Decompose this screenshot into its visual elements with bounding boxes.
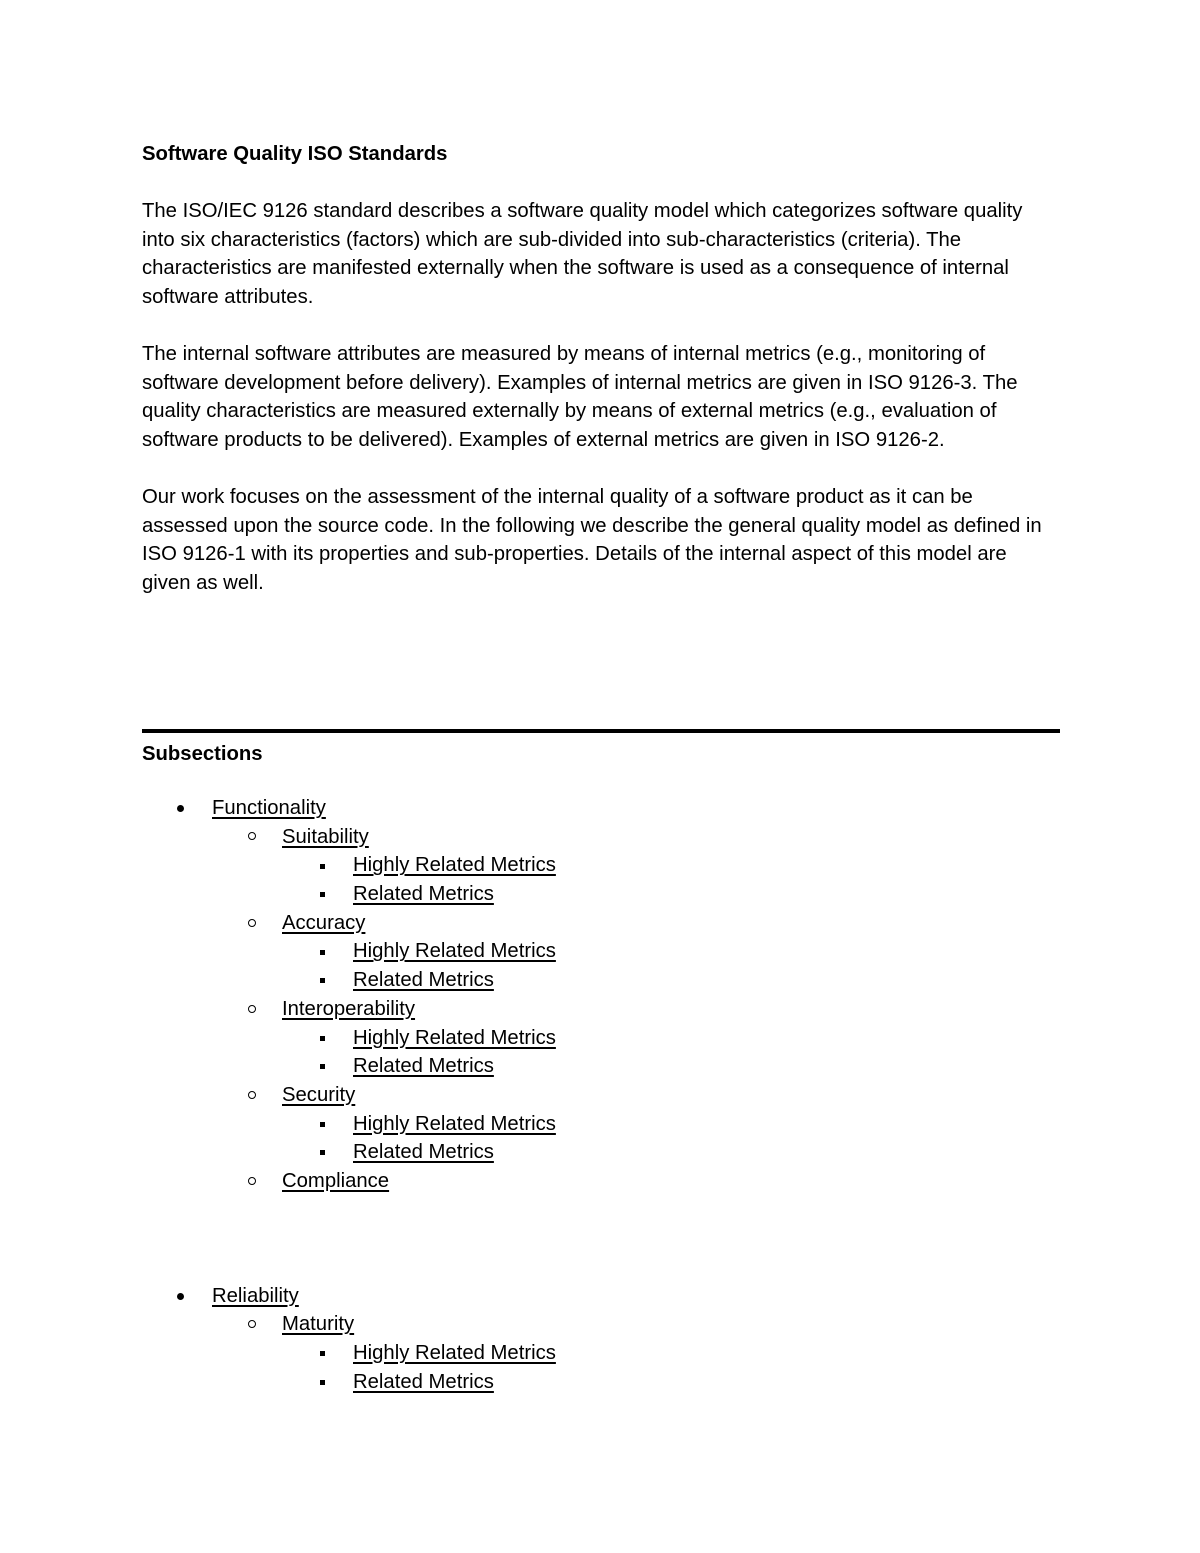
list-item-maturity-related xyxy=(142,1368,1042,1397)
square-bullet-icon xyxy=(312,851,332,880)
list-item-suitability-highly-related xyxy=(142,851,1042,880)
list-item-functionality xyxy=(142,794,1042,823)
suitability-link[interactable]: Suitability xyxy=(282,825,369,848)
list-item-security-related xyxy=(142,1138,1042,1167)
circle-bullet-icon xyxy=(242,1167,262,1196)
list-spacer xyxy=(142,1196,1042,1282)
list-item-interoperability-highly-related xyxy=(142,1024,1042,1053)
interoperability-related-metrics-link[interactable]: Related Metrics xyxy=(353,1055,494,1078)
square-bullet-icon xyxy=(312,1110,332,1139)
list-item-maturity-highly-related xyxy=(142,1339,1042,1368)
bullet-icon xyxy=(170,1282,190,1311)
list-item-security xyxy=(142,1081,1042,1110)
document-body xyxy=(142,140,1060,597)
maturity-highly-related-metrics-link[interactable]: Highly Related Metrics xyxy=(353,1342,556,1364)
square-bullet-icon xyxy=(312,966,332,995)
list-item-interoperability-related xyxy=(142,1052,1042,1081)
maturity-related-metrics-link[interactable]: Related Metrics xyxy=(353,1370,494,1393)
circle-bullet-icon xyxy=(242,823,262,852)
square-bullet-icon xyxy=(312,1138,332,1167)
scope-paragraph: Our work focuses on the assessment of the internal quality of a software product as it can be assessed upon the source code. In the following we describe the general quality model as defined in ISO 9126-1 with its properties and sub-properties. Details of the internal aspect of this model are given as well. xyxy=(142,485,1042,594)
square-bullet-icon xyxy=(312,880,332,909)
list-item-interoperability xyxy=(142,995,1042,1024)
subsections-outline xyxy=(142,794,1042,1396)
list-item-accuracy xyxy=(142,909,1042,938)
list-item-reliability xyxy=(142,1282,1042,1311)
square-bullet-icon xyxy=(312,1052,332,1081)
compliance-link[interactable]: Compliance xyxy=(282,1169,390,1192)
maturity-link[interactable]: Maturity xyxy=(282,1313,355,1336)
subsections-heading: Subsections xyxy=(142,743,263,765)
square-bullet-icon xyxy=(312,937,332,966)
list-item-suitability-related xyxy=(142,880,1042,909)
accuracy-highly-related-metrics-link[interactable]: Highly Related Metrics xyxy=(353,940,556,963)
bullet-icon xyxy=(170,794,190,823)
circle-bullet-icon xyxy=(242,995,262,1024)
suitability-related-metrics-link[interactable]: Related Metrics xyxy=(353,883,494,906)
interoperability-highly-related-metrics-link[interactable]: Highly Related Metrics xyxy=(353,1026,556,1049)
list-item-compliance xyxy=(142,1167,1042,1196)
suitability-highly-related-metrics-link[interactable]: Highly Related Metrics xyxy=(353,854,556,877)
list-item-suitability xyxy=(142,823,1042,852)
circle-bullet-icon xyxy=(242,1310,262,1339)
document-title: Software Quality ISO Standards xyxy=(142,143,448,165)
list-item-accuracy-highly-related xyxy=(142,937,1042,966)
square-bullet-icon xyxy=(312,1368,332,1397)
functionality-link[interactable]: Functionality xyxy=(212,797,326,819)
intro-paragraph: The ISO/IEC 9126 standard describes a software quality model which categorizes software quality into six characteristics (factors) which are sub-divided into sub-characteristics (criteria). The characteristics are manifested externally when the software is used as a consequence of internal software attributes. xyxy=(142,200,1023,308)
horizontal-rule xyxy=(142,729,1060,733)
list-item-security-highly-related xyxy=(142,1110,1042,1139)
list-item-maturity xyxy=(142,1310,1042,1339)
circle-bullet-icon xyxy=(242,909,262,938)
interoperability-link[interactable]: Interoperability xyxy=(282,997,416,1020)
accuracy-link[interactable]: Accuracy xyxy=(282,911,366,934)
circle-bullet-icon xyxy=(242,1081,262,1110)
accuracy-related-metrics-link[interactable]: Related Metrics xyxy=(353,969,494,992)
square-bullet-icon xyxy=(312,1339,332,1368)
list-item-accuracy-related xyxy=(142,966,1042,995)
metrics-paragraph: The internal software attributes are measured by means of internal metrics (e.g., monitoring of software development before delivery). Examples of internal metrics are given in ISO 9126-3. The quality characteristics are measured externally by means of external metrics (e.g., evaluation of software products to be delivered). Examples of external metrics are given in ISO 9126-2. xyxy=(142,342,1018,451)
square-bullet-icon xyxy=(312,1024,332,1053)
security-link[interactable]: Security xyxy=(282,1083,356,1106)
security-highly-related-metrics-link[interactable]: Highly Related Metrics xyxy=(353,1112,556,1135)
reliability-link[interactable]: Reliability xyxy=(212,1284,299,1307)
security-related-metrics-link[interactable]: Related Metrics xyxy=(353,1141,494,1164)
